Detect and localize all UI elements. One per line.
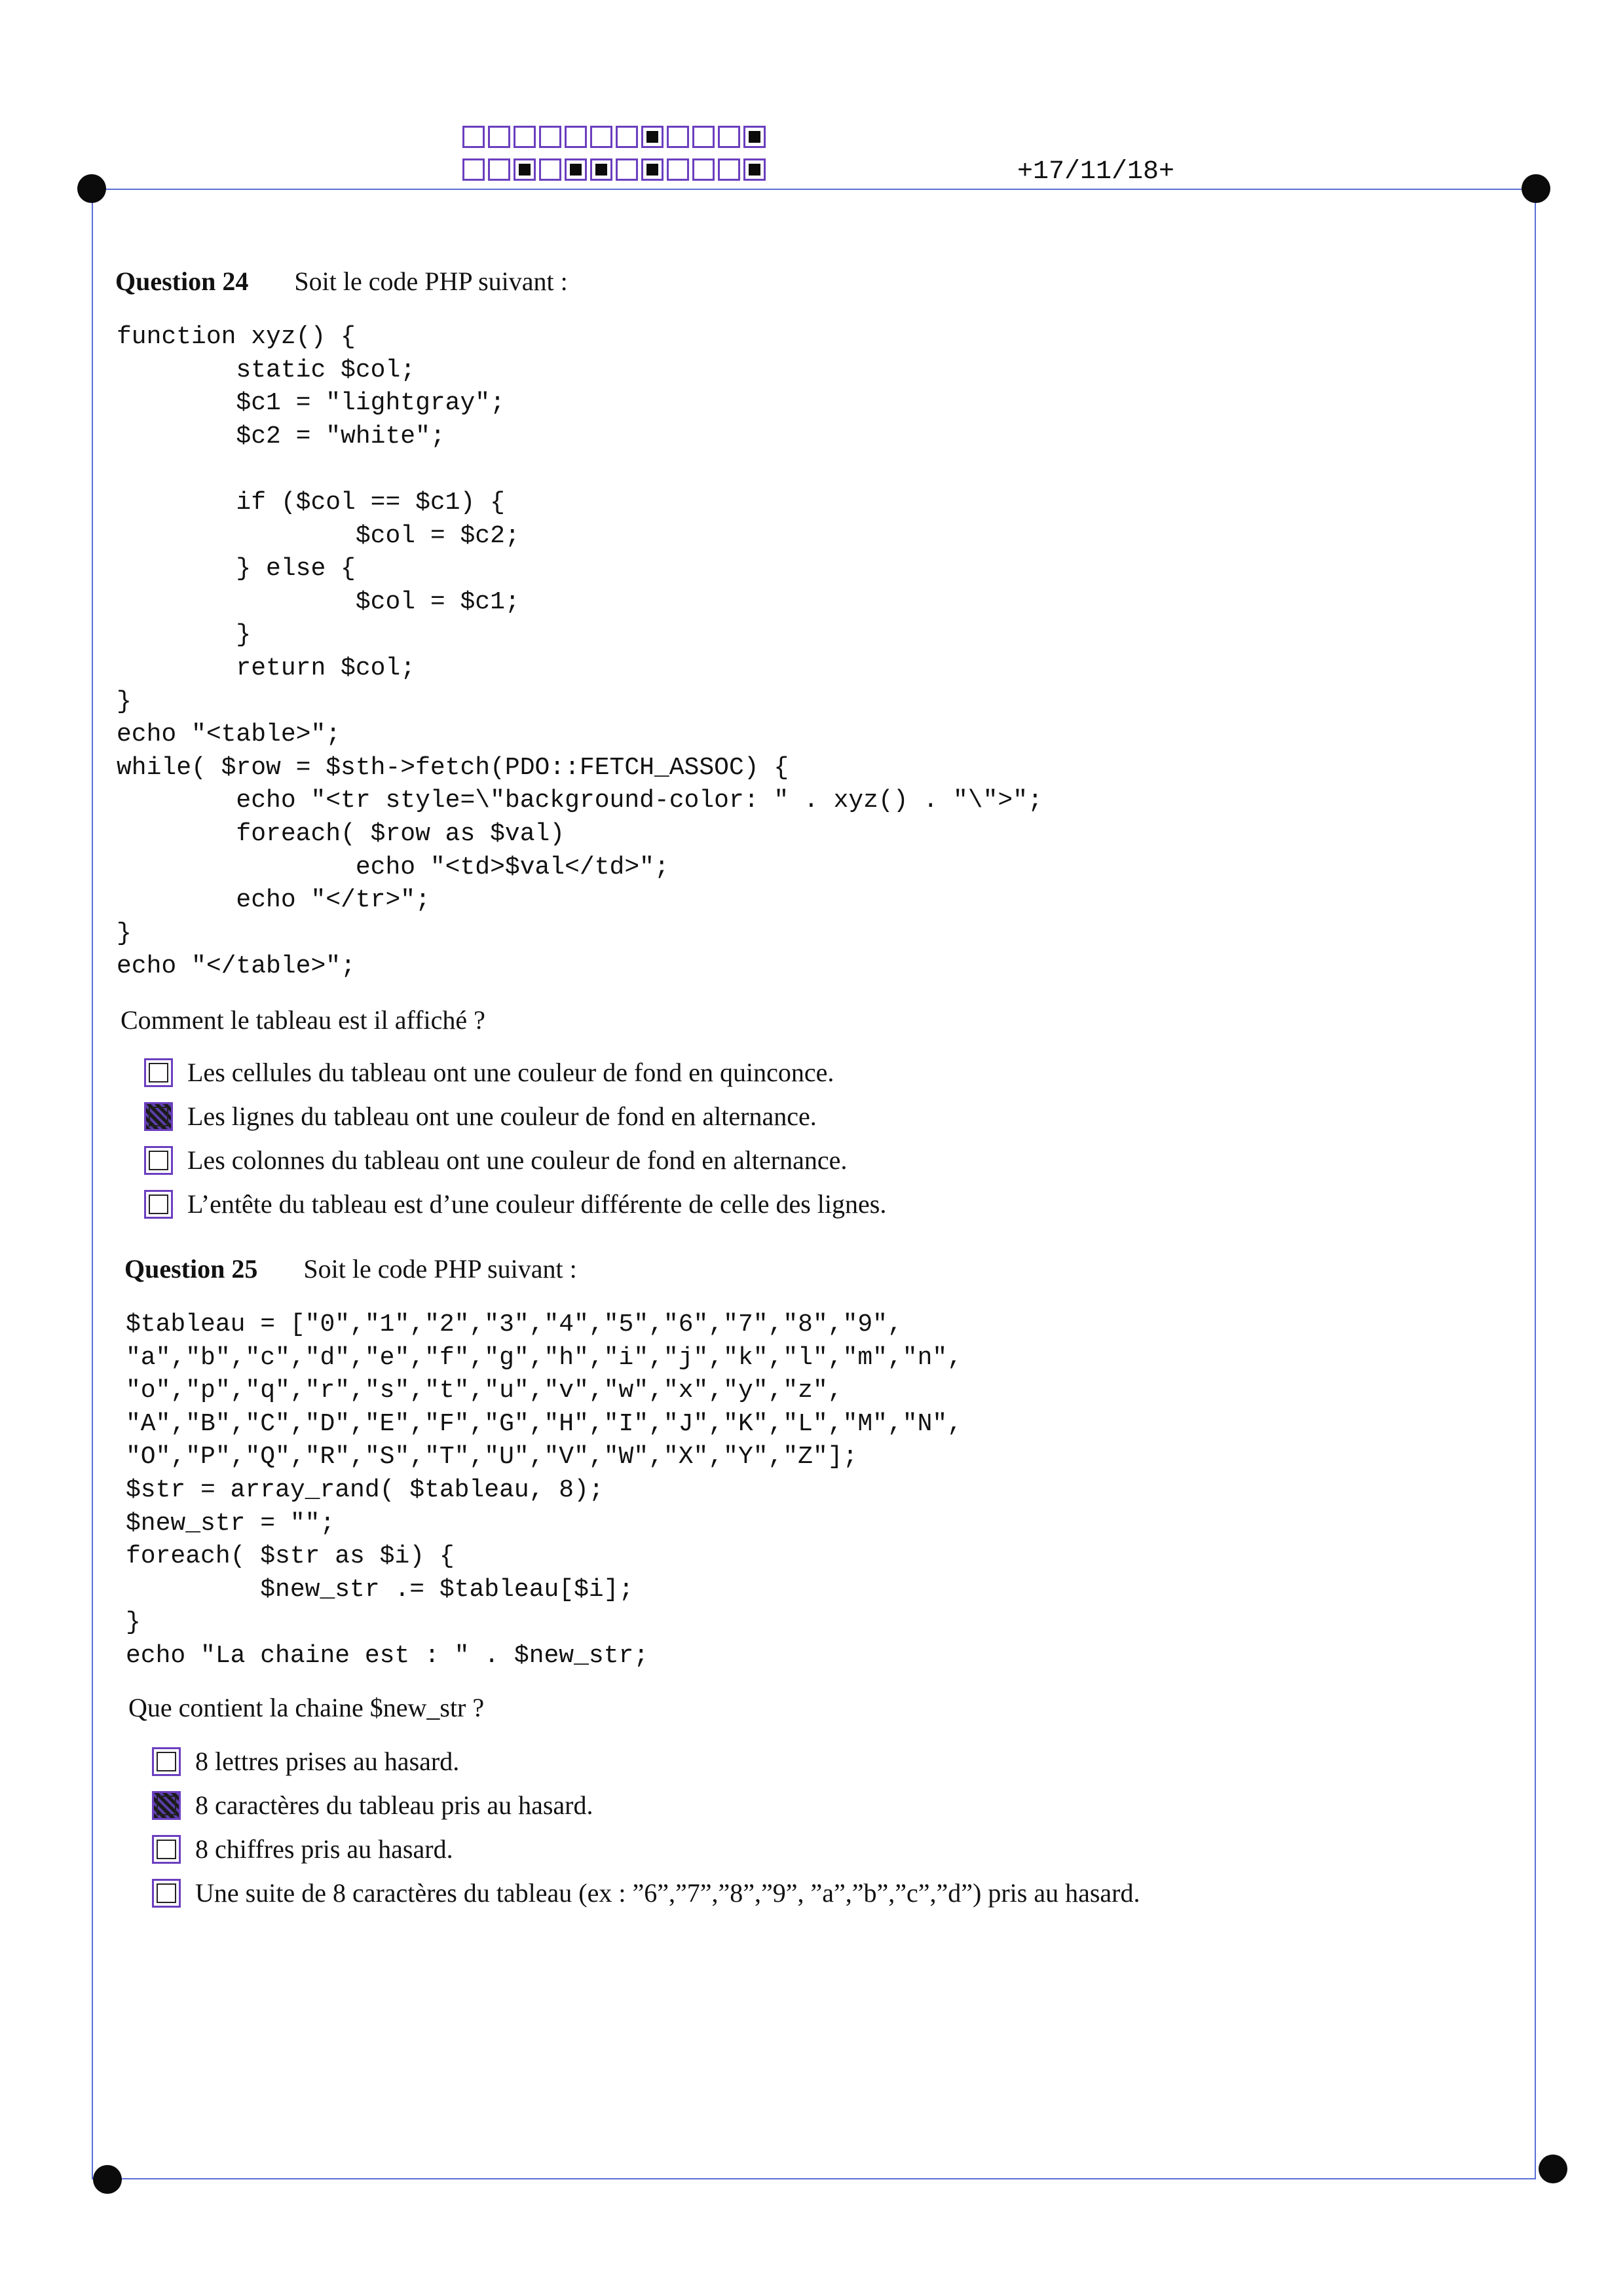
answer-checkbox[interactable]	[144, 1102, 173, 1131]
php-code-block: $tableau = ["0","1","2","3","4","5","6","7","8","9", "a","b","c","d","e","f","g","h","i","j","k","l","m","n", "o","p","q","r","s","t","u","v","w","x","y","z", "A","B","C","D","E","F","G","H","I","J","K","L","M","N", "O","P","Q","R","S","T","U","V","W","X","Y","Z"]; $str = array_rand( $tableau, 8); $new_str = ""; foreach( $str as $i) { $new_str .= $tableau[$i]; } echo "La chaine est : " . $new_str;	[126, 1310, 963, 1670]
answer-label: 8 lettres prises au hasard.	[195, 1747, 460, 1776]
answer-checkbox[interactable]	[144, 1190, 173, 1219]
sheet-barcode-row	[462, 126, 769, 148]
answer-option[interactable]	[152, 1783, 1140, 1827]
answer-option[interactable]	[152, 1739, 1140, 1783]
barcode-cell	[692, 158, 715, 181]
answer-label: 8 chiffres pris au hasard.	[195, 1834, 453, 1864]
registration-mark-bottom-left	[93, 2165, 122, 2194]
answer-option[interactable]	[144, 1138, 886, 1182]
barcode-cell	[743, 126, 766, 148]
barcode-cell	[565, 126, 587, 148]
answer-checkbox[interactable]	[152, 1879, 181, 1908]
barcode-cell	[590, 158, 612, 181]
sheet-barcode-row	[462, 158, 769, 181]
registration-mark-top-left	[77, 174, 106, 203]
barcode-cell	[718, 158, 740, 181]
answer-checkbox[interactable]	[152, 1747, 181, 1776]
answer-list	[152, 1739, 1140, 1915]
answer-label: Les colonnes du tableau ont une couleur de fond en alternance.	[187, 1145, 848, 1175]
question-heading	[115, 266, 568, 297]
answer-checkbox[interactable]	[152, 1835, 181, 1864]
question-heading	[124, 1253, 577, 1284]
barcode-cell	[616, 126, 638, 148]
answer-option[interactable]	[144, 1094, 886, 1138]
question-number: Question 25	[124, 1254, 258, 1284]
barcode-cell	[565, 158, 587, 181]
answer-label: Une suite de 8 caractères du tableau (ex : ”6”,”7”,”8”,”9”, ”a”,”b”,”c”,”d”) pris au hasard.	[195, 1878, 1140, 1908]
answer-option[interactable]	[152, 1827, 1140, 1871]
barcode-cell	[743, 158, 766, 181]
registration-mark-top-right	[1522, 174, 1550, 203]
answer-label: 8 caractères du tableau pris au hasard.	[195, 1790, 593, 1820]
barcode-cell	[514, 126, 536, 148]
barcode-cell	[539, 126, 561, 148]
barcode-cell	[718, 126, 740, 148]
barcode-cell	[667, 158, 689, 181]
answer-checkbox[interactable]	[144, 1058, 173, 1087]
question-prompt: Comment le tableau est il affiché ?	[121, 1005, 485, 1035]
answer-option[interactable]	[152, 1871, 1140, 1915]
answer-list	[144, 1050, 886, 1226]
question-intro: Soit le code PHP suivant :	[303, 1254, 577, 1284]
answer-checkbox[interactable]	[144, 1146, 173, 1175]
answer-checkbox[interactable]	[152, 1791, 181, 1820]
answer-option[interactable]	[144, 1050, 886, 1094]
barcode-cell	[667, 126, 689, 148]
page-code: +17/11/18+	[1017, 157, 1175, 187]
barcode-cell	[462, 126, 485, 148]
question-intro: Soit le code PHP suivant :	[294, 267, 568, 296]
answer-option[interactable]	[144, 1182, 886, 1226]
answer-label: L’entête du tableau est d’une couleur différente de celle des lignes.	[187, 1189, 887, 1219]
php-code-block: function xyz() { static $col; $c1 = "lightgray"; $c2 = "white"; if ($col == $c1) { $col = $c2; } else { $col = $c1; } return $col; } echo "<table>"; while( $row = $sth->fetch(PDO::FETCH_ASSOC) { echo "<tr style=\"background-color: " . xyz() . "\">"; foreach( $row as $val) echo "<td>$val</td>"; echo "</tr>"; } echo "</table>";	[117, 323, 1043, 981]
barcode-cell	[590, 126, 612, 148]
barcode-cell	[488, 126, 510, 148]
barcode-cell	[539, 158, 561, 181]
barcode-cell	[514, 158, 536, 181]
question-number: Question 24	[115, 267, 249, 296]
question-prompt: Que contient la chaine $new_str ?	[128, 1693, 485, 1722]
barcode-cell	[616, 158, 638, 181]
barcode-cell	[641, 126, 664, 148]
barcode-cell	[488, 158, 510, 181]
barcode-cell	[641, 158, 664, 181]
registration-mark-bottom-right	[1539, 2155, 1567, 2183]
answer-label: Les lignes du tableau ont une couleur de fond en alternance.	[187, 1102, 817, 1131]
barcode-cell	[692, 126, 715, 148]
answer-label: Les cellules du tableau ont une couleur de fond en quinconce.	[187, 1058, 834, 1087]
barcode-cell	[462, 158, 485, 181]
